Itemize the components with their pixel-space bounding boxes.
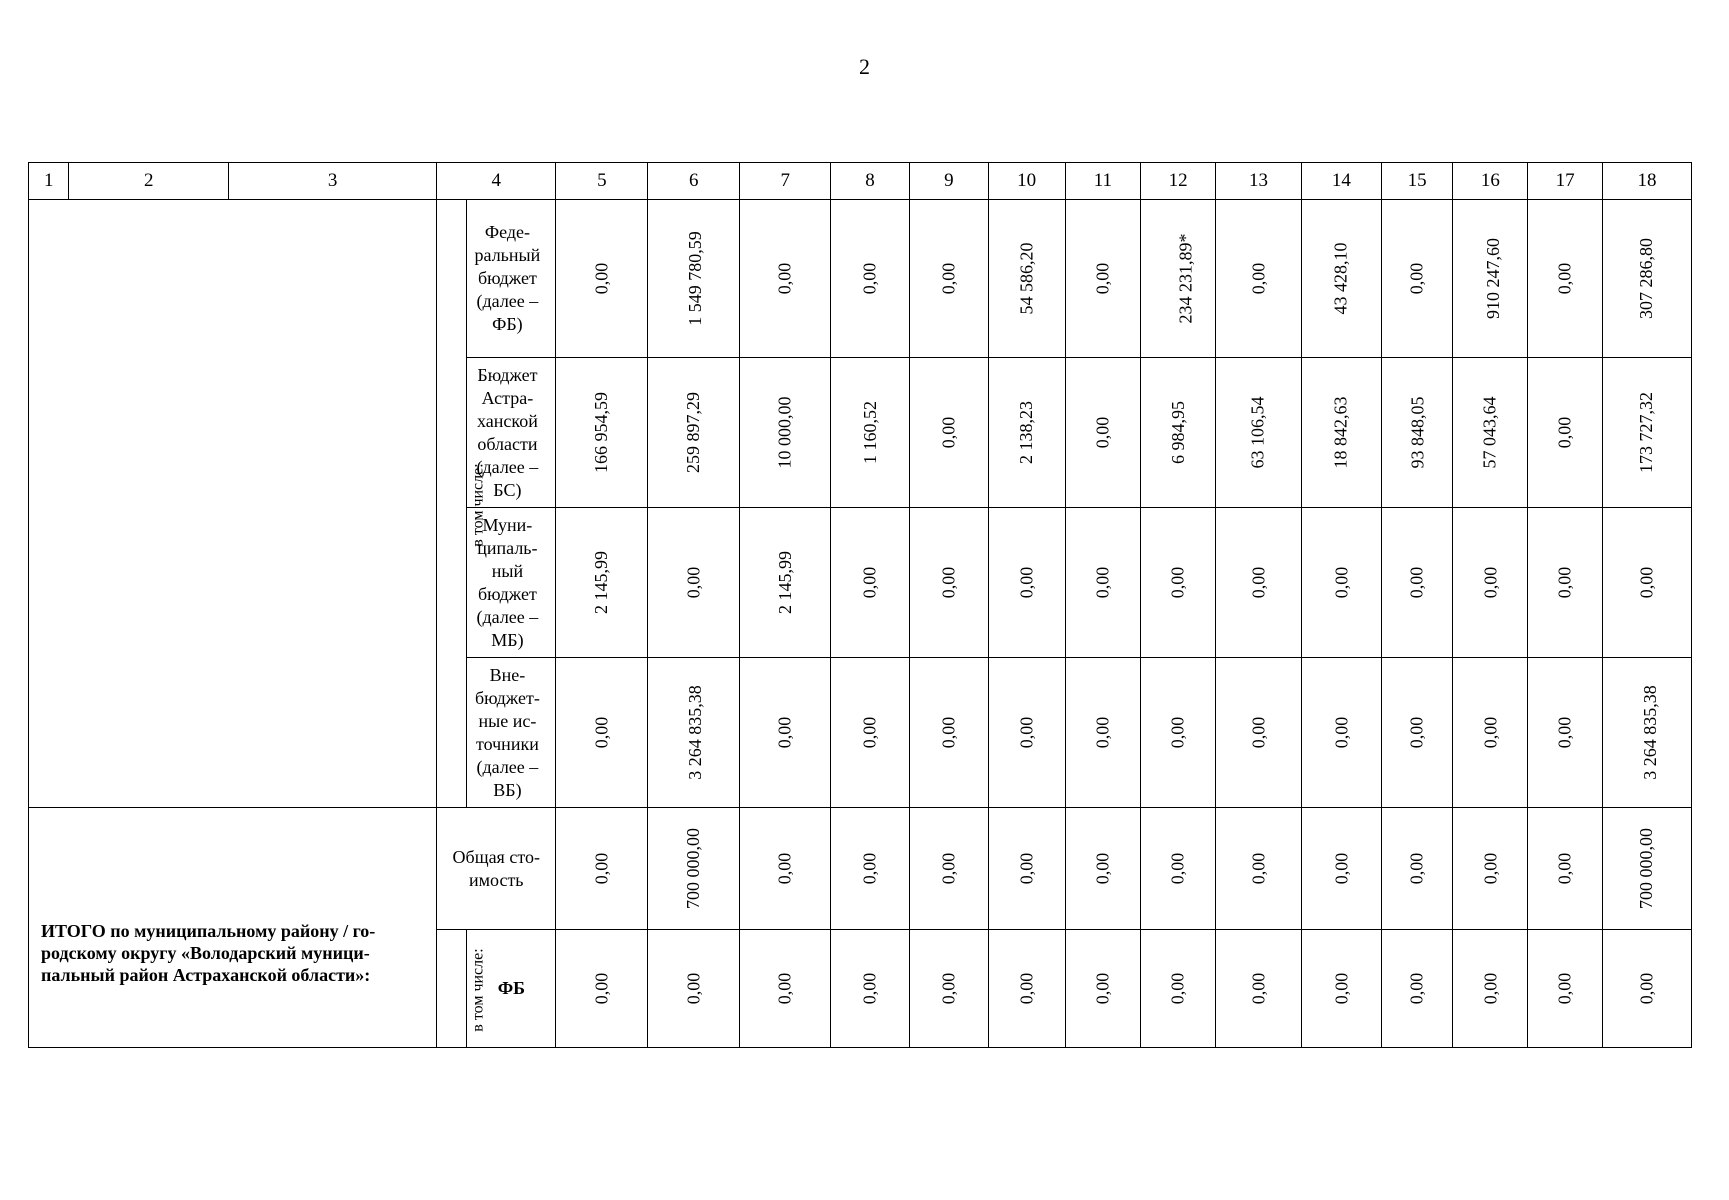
value-cell	[988, 930, 1065, 1048]
value-text: 234 231,89*	[1175, 233, 1196, 324]
value-cell	[909, 658, 988, 808]
value-cell	[556, 200, 648, 358]
value-text: 0,00	[1554, 972, 1575, 1005]
value-cell	[909, 930, 988, 1048]
fb-label: ФБ	[467, 930, 556, 1048]
value-cell	[1528, 200, 1603, 358]
value-cell	[1301, 358, 1381, 508]
value-text: 0,00	[938, 972, 959, 1005]
value-text: 0,00	[1092, 416, 1113, 449]
value-cell	[1602, 658, 1691, 808]
value-text: 910 247,60	[1483, 238, 1504, 319]
value-text: 0,00	[859, 566, 880, 599]
header-cell-13: 13	[1216, 163, 1302, 200]
value-cell	[648, 808, 740, 930]
value-cell	[740, 808, 831, 930]
total-label-line: пальный район Астраханской области»:	[41, 964, 371, 985]
source-row	[29, 200, 1692, 358]
value-cell	[1381, 200, 1453, 358]
in-that-number-text: в том числе:	[469, 948, 487, 1032]
value-text: 0,00	[1406, 972, 1427, 1005]
source-label: Вне- бюджет- ные ис- точники (далее – ВБ)	[467, 658, 556, 808]
value-text: 43 428,10	[1330, 242, 1351, 315]
value-text: 0,00	[1016, 716, 1037, 749]
value-cell	[1301, 200, 1381, 358]
value-text: 1 549 780,59	[685, 231, 706, 326]
value-cell	[831, 200, 910, 358]
value-cell	[1141, 358, 1216, 508]
value-cell	[909, 200, 988, 358]
value-cell	[1065, 200, 1141, 358]
value-cell	[556, 658, 648, 808]
value-cell	[831, 508, 910, 658]
header-cell-2: 2	[69, 163, 229, 200]
value-text: 57 043,64	[1479, 396, 1500, 469]
value-text: 0,00	[1167, 972, 1188, 1005]
value-text: 700 000,00	[683, 828, 704, 909]
value-text: 0,00	[591, 852, 612, 885]
value-cell	[1065, 358, 1141, 508]
page-number: 2	[859, 54, 870, 79]
header-cell-17: 17	[1528, 163, 1603, 200]
value-cell	[988, 808, 1065, 930]
value-cell	[1301, 808, 1381, 930]
header-cell-9: 9	[909, 163, 988, 200]
value-text: 0,00	[859, 972, 880, 1005]
value-text: 0,00	[1554, 716, 1575, 749]
value-text: 0,00	[1406, 716, 1427, 749]
value-cell	[1141, 930, 1216, 1048]
source-label: Бюджет Астра- ханской области (далее – БС)	[467, 358, 556, 508]
in-that-number-label	[437, 930, 487, 1048]
value-cell	[1216, 358, 1302, 508]
value-cell	[988, 508, 1065, 658]
value-text: 0,00	[1479, 852, 1500, 885]
value-cell	[1453, 808, 1528, 930]
value-text: 0,00	[859, 716, 880, 749]
value-text: 0,00	[1247, 852, 1268, 885]
value-cell	[1141, 508, 1216, 658]
value-cell	[1065, 658, 1141, 808]
value-text: 0,00	[591, 972, 612, 1005]
value-text: 1 160,52	[859, 401, 880, 464]
value-cell	[1216, 930, 1302, 1048]
value-text: 0,00	[1406, 852, 1427, 885]
value-text: 63 106,54	[1247, 396, 1268, 469]
value-text: 0,00	[1167, 716, 1188, 749]
value-cell	[1381, 358, 1453, 508]
value-text: 0,00	[1636, 972, 1657, 1005]
blank-merged-cell	[29, 200, 437, 808]
value-cell	[1301, 930, 1381, 1048]
value-text: 0,00	[1247, 716, 1268, 749]
value-text: 0,00	[1092, 852, 1113, 885]
value-cell	[1602, 358, 1691, 508]
value-text: 0,00	[1479, 716, 1500, 749]
value-cell	[909, 358, 988, 508]
value-text: 2 145,99	[774, 551, 795, 614]
in-that-number-text: в том числе:	[469, 463, 487, 547]
value-text: 0,00	[591, 716, 612, 749]
value-cell	[1216, 508, 1302, 658]
value-cell	[1453, 658, 1528, 808]
value-text: 6 984,95	[1167, 401, 1188, 464]
value-text: 3 264 835,38	[1639, 685, 1660, 780]
value-text: 54 586,20	[1016, 242, 1037, 315]
value-cell	[648, 358, 740, 508]
in-that-number-label	[437, 200, 487, 808]
value-cell	[556, 930, 648, 1048]
value-cell	[1453, 200, 1528, 358]
value-text: 0,00	[859, 852, 880, 885]
value-text: 0,00	[774, 262, 795, 295]
header-cell-6: 6	[648, 163, 740, 200]
value-text: 0,00	[1330, 972, 1351, 1005]
value-text: 307 286,80	[1636, 238, 1657, 319]
value-cell	[648, 200, 740, 358]
value-text: 0,00	[938, 262, 959, 295]
value-text: 0,00	[774, 972, 795, 1005]
value-cell	[988, 200, 1065, 358]
value-cell	[1453, 508, 1528, 658]
value-cell	[1381, 508, 1453, 658]
value-text: 0,00	[1636, 566, 1657, 599]
value-text: 0,00	[1406, 566, 1427, 599]
value-text: 0,00	[938, 566, 959, 599]
value-text: 2 145,99	[591, 551, 612, 614]
value-cell	[909, 508, 988, 658]
value-cell	[556, 508, 648, 658]
value-cell	[1381, 658, 1453, 808]
value-cell	[1301, 508, 1381, 658]
value-text: 0,00	[1554, 262, 1575, 295]
value-cell	[740, 658, 831, 808]
budget-table	[28, 162, 1692, 1048]
value-cell	[648, 658, 740, 808]
value-text: 0,00	[1406, 262, 1427, 295]
total-label-line: ИТОГО по муниципальному району / го-	[41, 920, 376, 941]
value-cell	[988, 658, 1065, 808]
value-cell	[1216, 658, 1302, 808]
value-text: 173 727,32	[1636, 392, 1657, 473]
value-text: 0,00	[1554, 566, 1575, 599]
header-cell-5: 5	[556, 163, 648, 200]
value-text: 0,00	[1167, 852, 1188, 885]
value-text: 0,00	[1092, 972, 1113, 1005]
total-overall-row	[29, 808, 1692, 930]
value-cell	[1528, 658, 1603, 808]
source-label: Муни- ципаль- ный бюджет (далее – МБ)	[467, 508, 556, 658]
value-cell	[740, 358, 831, 508]
header-cell-12: 12	[1141, 163, 1216, 200]
header-row	[29, 163, 1692, 200]
header-cell-11: 11	[1065, 163, 1141, 200]
value-cell	[1602, 508, 1691, 658]
value-cell	[1602, 930, 1691, 1048]
value-cell	[1602, 200, 1691, 358]
value-cell	[1381, 930, 1453, 1048]
value-text: 0,00	[1330, 852, 1351, 885]
value-text: 0,00	[938, 416, 959, 449]
overall-cost-label: Общая сто- имость	[437, 808, 556, 930]
value-cell	[831, 930, 910, 1048]
value-cell	[1453, 930, 1528, 1048]
value-cell	[1453, 358, 1528, 508]
value-text: 0,00	[774, 852, 795, 885]
value-text: 0,00	[1016, 972, 1037, 1005]
value-text: 0,00	[938, 852, 959, 885]
value-text: 0,00	[1247, 566, 1268, 599]
value-text: 259 897,29	[683, 392, 704, 473]
value-text: 10 000,00	[774, 396, 795, 469]
value-cell	[909, 808, 988, 930]
value-text: 0,00	[1479, 972, 1500, 1005]
value-cell	[831, 358, 910, 508]
value-cell	[648, 508, 740, 658]
value-text: 3 264 835,38	[685, 685, 706, 780]
value-text: 0,00	[774, 716, 795, 749]
value-text: 0,00	[1016, 566, 1037, 599]
value-text: 93 848,05	[1407, 396, 1428, 469]
value-text: 0,00	[1554, 852, 1575, 885]
value-text: 0,00	[1092, 566, 1113, 599]
value-cell	[831, 808, 910, 930]
value-cell	[1216, 808, 1302, 930]
value-text: 700 000,00	[1636, 828, 1657, 909]
header-cell-8: 8	[831, 163, 910, 200]
header-cell-14: 14	[1301, 163, 1381, 200]
value-cell	[740, 508, 831, 658]
value-text: 0,00	[591, 262, 612, 295]
header-cell-10: 10	[988, 163, 1065, 200]
value-text: 0,00	[1479, 566, 1500, 599]
value-text: 0,00	[1247, 262, 1268, 295]
header-cell-3: 3	[229, 163, 437, 200]
value-cell	[1216, 200, 1302, 358]
value-cell	[1141, 808, 1216, 930]
value-cell	[648, 930, 740, 1048]
total-label	[29, 808, 437, 1048]
value-text: 0,00	[683, 566, 704, 599]
value-cell	[988, 358, 1065, 508]
header-cell-7: 7	[740, 163, 831, 200]
value-text: 0,00	[1092, 716, 1113, 749]
header-cell-15: 15	[1381, 163, 1453, 200]
value-cell	[1141, 658, 1216, 808]
header-cell-18: 18	[1602, 163, 1691, 200]
value-cell	[1141, 200, 1216, 358]
value-cell	[556, 358, 648, 508]
value-cell	[1528, 930, 1603, 1048]
value-text: 0,00	[1330, 716, 1351, 749]
value-text: 0,00	[1247, 972, 1268, 1005]
value-text: 0,00	[1167, 566, 1188, 599]
value-text: 2 138,23	[1016, 401, 1037, 464]
value-cell	[1528, 508, 1603, 658]
header-cell-4: 4	[437, 163, 556, 200]
value-text: 18 842,63	[1330, 396, 1351, 469]
header-cell-1: 1	[29, 163, 69, 200]
value-cell	[1065, 930, 1141, 1048]
total-label-line: родскому округу «Володарский муници-	[41, 942, 370, 963]
value-text: 0,00	[1092, 262, 1113, 295]
value-cell	[1065, 808, 1141, 930]
value-cell	[740, 200, 831, 358]
value-text: 0,00	[1016, 852, 1037, 885]
value-cell	[556, 808, 648, 930]
value-text: 0,00	[859, 262, 880, 295]
value-text: 0,00	[683, 972, 704, 1005]
value-cell	[1528, 808, 1603, 930]
value-text: 0,00	[938, 716, 959, 749]
value-cell	[1065, 508, 1141, 658]
value-cell	[831, 658, 910, 808]
header-cell-16: 16	[1453, 163, 1528, 200]
value-text: 166 954,59	[591, 392, 612, 473]
source-label: Феде- ральный бюджет (далее – ФБ)	[467, 200, 556, 358]
value-cell	[1381, 808, 1453, 930]
value-text: 0,00	[1330, 566, 1351, 599]
value-text: 0,00	[1554, 416, 1575, 449]
value-cell	[740, 930, 831, 1048]
value-cell	[1602, 808, 1691, 930]
value-cell	[1301, 658, 1381, 808]
value-cell	[1528, 358, 1603, 508]
